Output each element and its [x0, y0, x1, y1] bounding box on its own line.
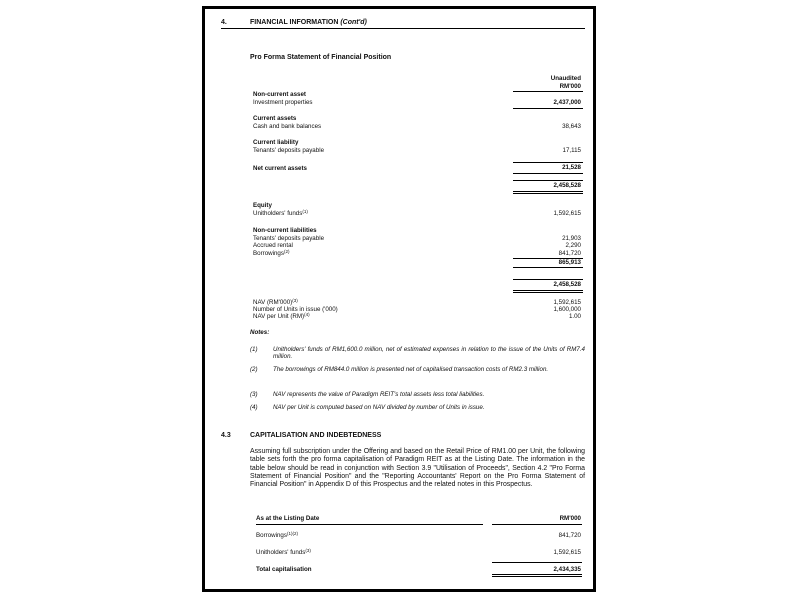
tenants-deposits-label: Tenants' deposits payable — [253, 147, 325, 154]
unitholders-funds-value: 1,592,615 — [553, 210, 581, 217]
ncl-total-value: 865,913 — [558, 259, 581, 266]
cash-label: Cash and bank balances — [253, 123, 322, 130]
footnote-marker: (1)(2) — [286, 531, 298, 536]
accrued-rental-value: 2,290 — [565, 242, 581, 249]
non-current-liabilities-heading: Non-current liabilities — [253, 227, 317, 234]
nav-per-unit-label — [253, 313, 310, 320]
col-head-rm: RM'000 — [559, 83, 581, 90]
note-number: (4) — [250, 404, 258, 411]
units-label: Number of Units in issue ('000) — [253, 306, 338, 313]
cap-row-text: Unitholders' funds — [256, 549, 306, 556]
cap-row-label — [256, 549, 311, 556]
total-assets-value: 2,458,528 — [553, 182, 581, 189]
equity-heading: Equity — [253, 202, 272, 209]
cap-row-value: 841,720 — [558, 532, 581, 539]
cash-value: 38,643 — [562, 123, 581, 130]
rule — [492, 524, 582, 525]
net-current-assets-value: 21,528 — [562, 164, 581, 171]
note-number: (1) — [250, 346, 258, 353]
rule — [513, 173, 583, 174]
investment-properties-label: Investment properties — [253, 99, 313, 106]
rule — [513, 290, 583, 291]
nav-per-unit-text: NAV per Unit (RM) — [253, 313, 305, 320]
note-text: The borrowings of RM844.0 million is presented net of capitalised transaction costs of RM2.3 million. — [273, 366, 549, 373]
accrued-rental-label: Accrued rental — [253, 242, 293, 249]
rule — [513, 279, 583, 280]
ncl-tenants-value: 21,903 — [562, 235, 581, 242]
footnote-marker: (3) — [305, 548, 311, 553]
rule — [513, 193, 583, 194]
rule — [492, 576, 582, 577]
rule — [256, 524, 483, 525]
rule — [513, 162, 583, 163]
borrowings-label — [253, 250, 289, 257]
footnote-marker: (3) — [292, 298, 298, 303]
borrowings-text: Borrowings — [253, 250, 284, 257]
capitalisation-paragraph: Assuming full subscription under the Offering and based on the Retail Price of RM1.00 per Unit, the following table sets forth the pro forma capitalisation of Paradigm REIT as at the Listing Date. The information in the table below should be read in conjunction with Section 3.9 "Utilisation of Proceeds", Section 4.2 "Pro Forma Statement of Financial Position" and the "Reporting Accountants' Report on the Pro Forma Statement of Financial Position" in Appendix D of this Prospectus and the related notes in this Prospectus. — [250, 448, 585, 489]
cap-total-value: 2,434,335 — [553, 566, 581, 573]
footnote-marker: (4) — [304, 312, 310, 317]
note-text: NAV represents the value of Paradigm REIT's total assets less total liabilities. — [273, 391, 485, 398]
col-head-rule — [513, 91, 583, 92]
unitholders-funds-text: Unitholders' funds — [253, 210, 303, 217]
current-assets-heading: Current assets — [253, 115, 297, 122]
rule — [513, 292, 583, 293]
tenants-deposits-value: 17,115 — [562, 147, 581, 154]
header-cont: (Cont'd) — [340, 19, 367, 26]
rule — [492, 574, 582, 575]
cap-table-head-left: As at the Listing Date — [256, 515, 320, 522]
header-rule — [221, 28, 585, 29]
footnote-marker: (2) — [283, 249, 290, 254]
section-4-3-number: 4.3 — [221, 432, 231, 439]
rule — [492, 562, 582, 563]
nav-per-unit-value: 1.00 — [568, 313, 581, 320]
header-title: FINANCIAL INFORMATION — [250, 19, 341, 26]
cap-table-head-right: RM'000 — [559, 515, 581, 522]
section-number: 4. — [221, 19, 227, 26]
rule — [513, 108, 583, 109]
ncl-tenants-label: Tenants' deposits payable — [253, 235, 325, 242]
statement-title: Pro Forma Statement of Financial Position — [250, 54, 392, 61]
notes-heading: Notes: — [250, 329, 270, 336]
current-liability-heading: Current liability — [253, 139, 299, 146]
total-equity-liabilities-value: 2,458,528 — [553, 281, 581, 288]
unitholders-funds-label — [253, 210, 308, 217]
units-value: 1,600,000 — [553, 306, 581, 313]
cap-row-value: 1,592,615 — [553, 549, 581, 556]
page-header — [250, 19, 367, 27]
rule — [513, 191, 583, 192]
cap-total-label: Total capitalisation — [256, 566, 312, 573]
borrowings-value: 841,720 — [558, 250, 581, 257]
note-number: (3) — [250, 391, 258, 398]
document-page — [202, 6, 596, 592]
col-head-unaudited: Unaudited — [550, 75, 581, 82]
cap-row-label — [256, 532, 298, 539]
cap-row-text: Borrowings — [256, 532, 287, 539]
nav-value: 1,592,615 — [553, 299, 581, 306]
note-number: (2) — [250, 366, 258, 373]
nav-text: NAV (RM'000) — [253, 299, 293, 306]
rule — [513, 267, 583, 268]
non-current-asset-heading: Non-current asset — [253, 91, 306, 98]
net-current-assets-label: Net current assets — [253, 165, 307, 172]
section-4-3-title: CAPITALISATION AND INDEBTEDNESS — [250, 432, 382, 439]
rule — [513, 180, 583, 181]
note-text: Unitholders' funds of RM1,600.0 million, net of estimated expenses in relation to the issue of the Units of RM7.4 million. — [273, 346, 585, 361]
investment-properties-value: 2,437,000 — [553, 99, 581, 106]
footnote-marker: (1) — [302, 209, 308, 214]
note-text: NAV per Unit is computed based on NAV divided by number of Units in issue. — [273, 404, 485, 411]
